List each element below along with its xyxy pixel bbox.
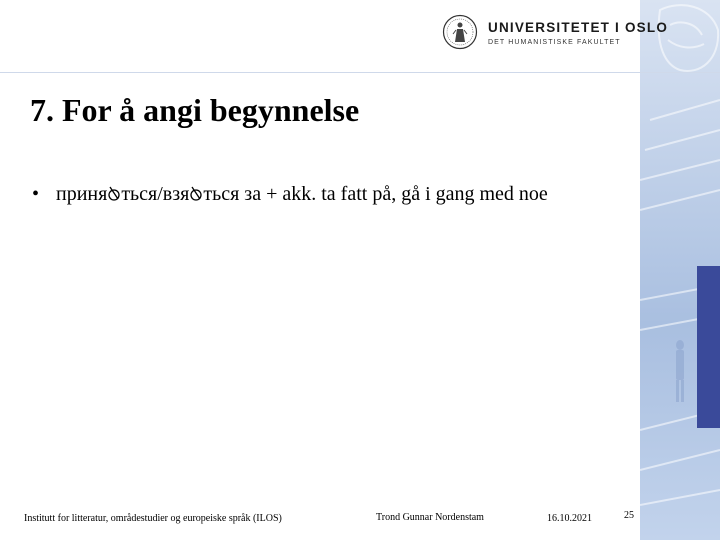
footer-author: Trond Gunnar Nordenstam: [376, 512, 484, 523]
stress-mark-icon: [189, 184, 203, 202]
page-number: 25: [624, 510, 634, 521]
bullet-symbol: •: [32, 183, 40, 205]
university-logo: [442, 14, 669, 54]
footer-date: 16.10.2021: [547, 513, 592, 524]
slide-title: 7. For å angi begynnelse: [30, 92, 360, 128]
footer-institute: Institutt for litteratur, områdestudier og europeiske språk (ILOS): [24, 513, 282, 524]
word2-end: ться за + akk. ta fatt på, gå i gang med noe: [203, 183, 548, 205]
bullet-text: [56, 180, 632, 208]
faculty-name: DET HUMANISTISKE FAKULTET: [488, 39, 621, 46]
stress-mark-icon: [107, 184, 121, 202]
university-name: UNIVERSITETET I OSLO: [488, 20, 669, 35]
word1-end: ться/взя: [121, 183, 190, 205]
university-seal-icon: [442, 14, 478, 50]
word1-start: приня: [56, 183, 108, 205]
accent-bar: [697, 266, 720, 428]
header-divider: [0, 72, 720, 73]
